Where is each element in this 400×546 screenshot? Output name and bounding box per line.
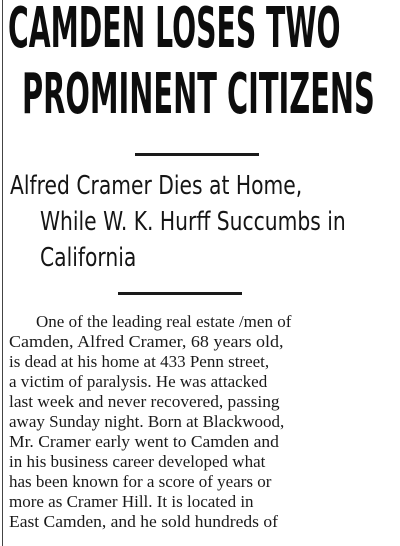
article-line: has been known for a score of years or — [9, 472, 272, 491]
article-line: is dead at his home at 433 Penn street, — [9, 352, 270, 371]
article-line: East Camden, and he sold hundreds of — [9, 512, 278, 531]
headline-divider-rule — [135, 153, 259, 156]
article-line: more as Cramer Hill. It is located in — [9, 492, 254, 511]
headline-line-2: PROMINENT CITIZENS — [22, 62, 375, 127]
article-line: One of the leading real estate /men of — [36, 312, 292, 331]
subheadline-line-1: Alfred Cramer Dies at Home, — [10, 171, 303, 201]
subheadline-divider-rule — [118, 292, 242, 295]
article-line: last week and never recovered, passing — [9, 392, 280, 411]
column-edge-rule — [2, 0, 3, 546]
subheadline-line-2: While W. K. Hurff Succumbs in — [40, 207, 346, 237]
article-line: in his business career developed what — [9, 452, 266, 471]
article-line: Mr. Cramer early went to Camden and — [9, 432, 279, 451]
headline-line-1: CAMDEN LOSES TWO — [8, 0, 341, 61]
article-line: Camden, Alfred Cramer, 68 years old, — [9, 332, 284, 351]
article-line: away Sunday night. Born at Blackwood, — [9, 412, 285, 431]
article-line: a victim of paralysis. He was attacked — [9, 372, 268, 391]
subheadline-line-3: California — [40, 243, 137, 273]
